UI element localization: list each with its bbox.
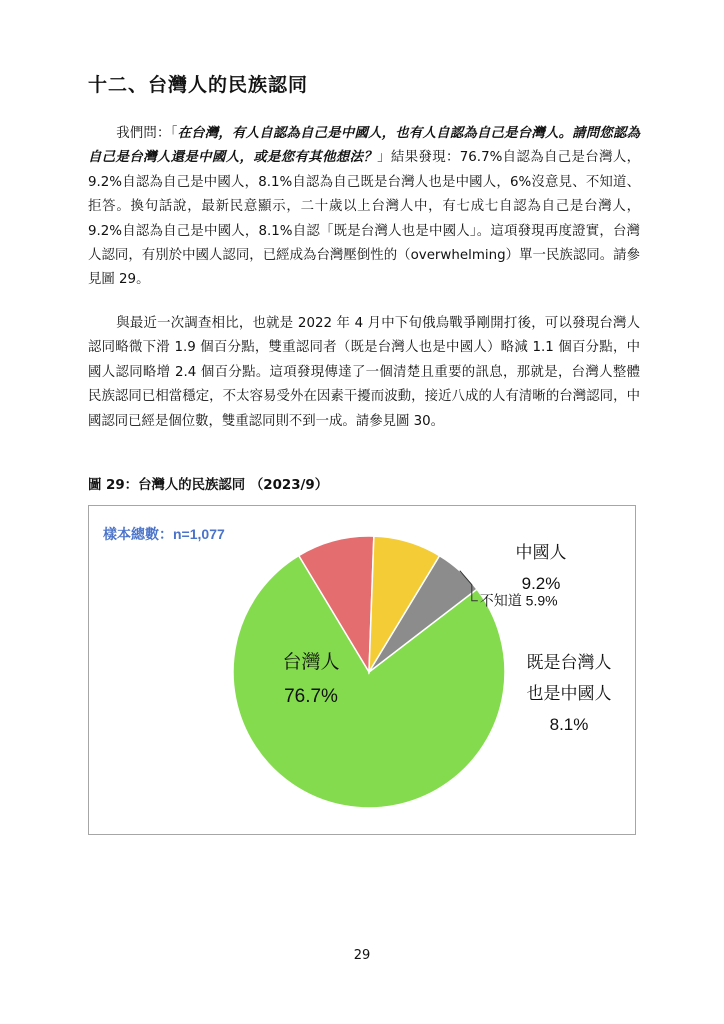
pie-chart	[89, 506, 637, 836]
slice-label-dont-know: 不知道 5.9%	[479, 592, 558, 609]
paragraph-1-body: 」結果發現：76.7%自認為自己是台灣人，9.2%自認為自己是中國人，8.1%自認為自己既是台灣人也是中國人，6%沒意見、不知道、拒答。換句話說，最新民意顯示，二十歲以上台灣人中，有七成七自認為自己是台灣人，9.2%自認為自己是中國人，8.1%自認「既是台灣人也是中國人」。這項發現再度證實，台灣人認同，有別於中國人認同，已經成為台灣壓倒性的（overwhelming）單一民族認同。請參見圖 29。	[88, 150, 640, 288]
survey-question: 在台灣，有人自認為自己是中國人，也有人自認為自己是台灣人。請問您認為自己是台灣人還是中國人，或是您有其他想法？	[88, 126, 640, 166]
slice-label-both-line2: 也是中國人	[526, 684, 612, 703]
paragraph-2	[88, 312, 640, 434]
pie-chart-frame	[88, 505, 636, 835]
page-number: 29	[353, 948, 371, 963]
paragraph-2-body: 與最近一次調查相比，也就是 2022 年 4 月中下旬俄烏戰爭剛開打後，可以發現台灣人認同略微下滑 1.9 個百分點，雙重認同者（既是台灣人也是中國人）略減 1.1 個百分點，中國人認同略增 2.4 個百分點。這項發現傳達了一個清楚且重要的訊息，那就是，台灣人整體民族認同已相當穩定，不太容易受外在因素干擾而波動，接近八成的人有清晰的台灣認同，中國認同已經是個位數，雙重認同則不到一成。請參見圖 30。	[88, 316, 640, 429]
figure-caption: 圖 29：台灣人的民族認同 （2023/9）	[88, 478, 329, 493]
slice-value-chinese: 9.2%	[521, 574, 561, 593]
sample-size-note: 樣本總數：n=1,077	[103, 526, 225, 542]
slice-value-both: 8.1%	[549, 715, 589, 734]
section-heading: 十二、台灣人的民族認同	[88, 74, 309, 96]
paragraph-1-lead: 我們問：「	[116, 126, 178, 141]
slice-label-chinese: 中國人	[515, 543, 567, 562]
paragraph-1	[88, 122, 640, 293]
slice-value-taiwanese: 76.7%	[284, 686, 338, 707]
slice-label-taiwanese: 台灣人	[282, 652, 340, 673]
slice-label-both-line1: 既是台灣人	[526, 653, 612, 672]
